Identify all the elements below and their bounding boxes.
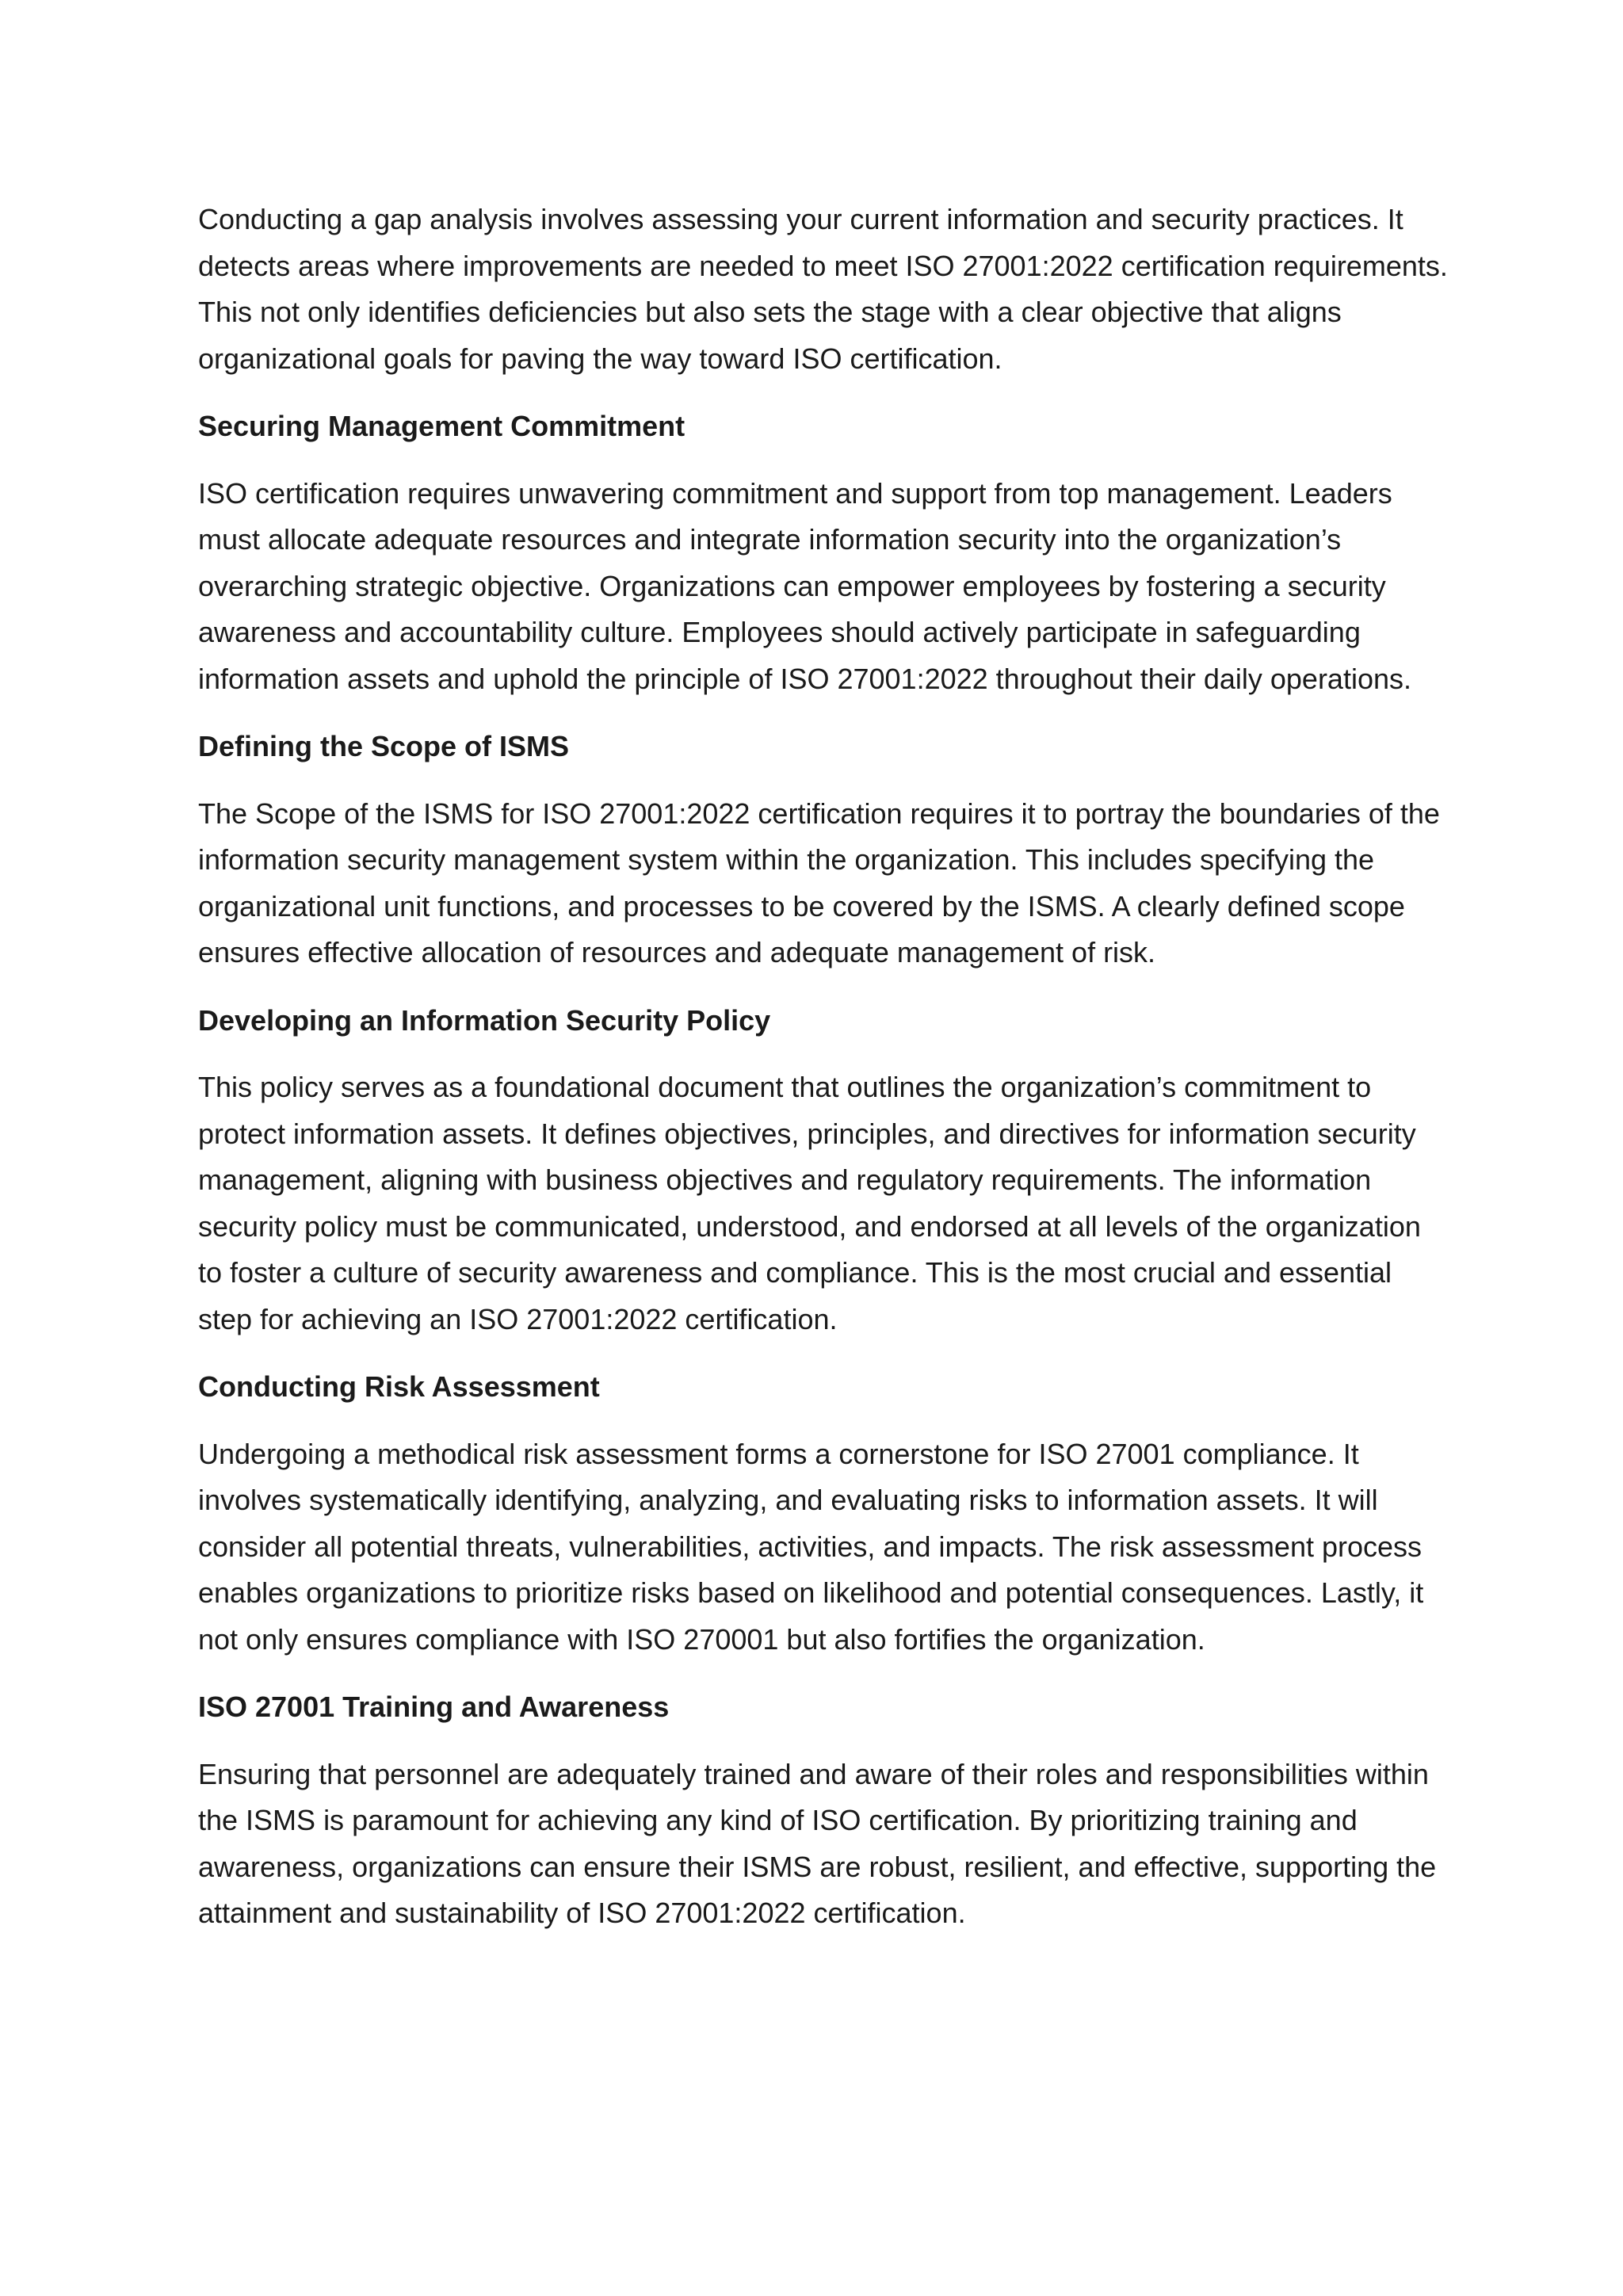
section-heading-isms-scope: Defining the Scope of ISMS bbox=[198, 730, 570, 762]
section-body-risk-assessment: Undergoing a methodical risk assessment forms a cornerstone for ISO 27001 compliance. It involves systematically identifying, analyzing, and evaluating risks to information assets. It will consider all potential threats, vulnerabilities, activities, and impacts. The risk assessment process enables organizations to prioritize risks based on likelihood and potential consequences. Lastly, it not only ensures compliance with ISO 270001 but also fortifies the organization. bbox=[198, 1437, 1424, 1656]
section-heading-risk-assessment: Conducting Risk Assessment bbox=[198, 1370, 600, 1403]
section-body-training-awareness: Ensuring that personnel are adequately trained and aware of their roles and responsibilities within the ISMS is paramount for achieving any kind of ISO certification. By prioritizing training and awareness, organizations can ensure their ISMS are robust, resilient, and effective, supporting the attainment and sustainability of ISO 27001:2022 certification. bbox=[198, 1757, 1437, 1929]
section-heading-management-commitment: Securing Management Commitment bbox=[198, 410, 685, 442]
section-body-security-policy: This policy serves as a foundational document that outlines the organization’s commitment to protect information assets. It defines objectives, principles, and directives for information security management, aligning with business objectives and regulatory requirements. The information security policy must be communicated, understood, and endorsed at all levels of the organization to foster a culture of security awareness and compliance. This is the most crucial and essential step for achieving an ISO 27001:2022 certification. bbox=[198, 1071, 1421, 1335]
section-body-management-commitment: ISO certification requires unwavering commitment and support from top management. Leaders must allocate adequate resources and integrate information security into the organization’s overarching strategic objective. Organizations can empower employees by fostering a security awareness and accountability culture. Employees should actively participate in safeguarding information assets and uphold the principle of ISO 27001:2022 throughout their daily operations. bbox=[198, 476, 1412, 695]
section-heading-training-awareness: ISO 27001 Training and Awareness bbox=[198, 1690, 670, 1723]
document-page bbox=[198, 197, 1450, 1958]
section-body-isms-scope: The Scope of the ISMS for ISO 27001:2022 certification requires it to portray the boundaries of the information security management system within the organization. This includes specifying the organizational unit functions, and processes to be covered by the ISMS. A clearly defined scope ensures effective allocation of resources and adequate management of risk. bbox=[198, 797, 1440, 968]
intro-paragraph: Conducting a gap analysis involves assessing your current information and security practices. It detects areas where improvements are needed to meet ISO 27001:2022 certification requirements. This not only identifies deficiencies but also sets the stage with a clear objective that aligns organizational goals for paving the way toward ISO certification. bbox=[198, 203, 1448, 375]
section-heading-security-policy: Developing an Information Security Policy bbox=[198, 1003, 771, 1037]
